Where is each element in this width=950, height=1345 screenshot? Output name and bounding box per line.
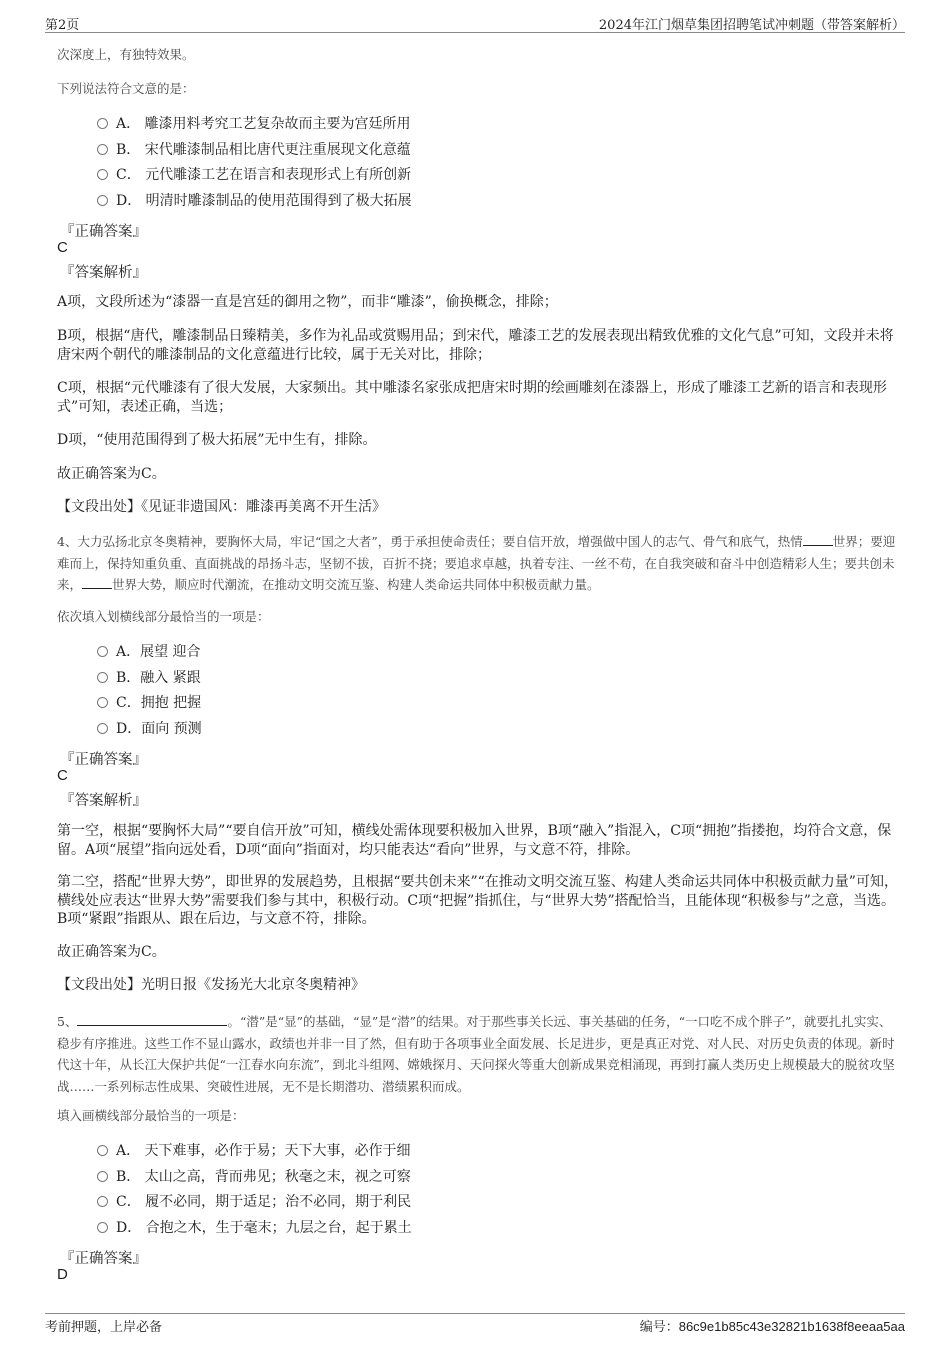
q3-analysis-d: D项，“使用范围得到了极大拓展”无中生有，排除。 [57, 432, 377, 448]
q3-stem-end: 次深度上，有独特效果。 [57, 47, 195, 62]
q3-analysis-a: A项，文段所述为“漆器一直是宫廷的御用之物”，而非“雕漆”，偷换概念，排除； [57, 294, 558, 310]
q3-option-b[interactable]: B． 宋代雕漆制品相比唐代更注重展现文化意蕴 [97, 139, 411, 161]
document-title: 2024年江门烟草集团招聘笔试冲刺题（带答案解析） [598, 18, 905, 33]
radio-icon[interactable] [97, 672, 108, 683]
q4-answer: C [57, 767, 68, 784]
q4-option-d[interactable]: D．面向 预测 [97, 718, 202, 740]
radio-icon[interactable] [97, 118, 108, 129]
q3-prompt: 下列说法符合文意的是： [57, 81, 195, 96]
q3-analysis-label: 『答案解析』 [60, 265, 147, 281]
radio-icon[interactable] [97, 646, 108, 657]
q4-option-c[interactable]: C．拥抱 把握 [97, 692, 201, 714]
q4-conclusion: 故正确答案为C。 [57, 944, 166, 960]
q4-stem: 4、大力弘扬北京冬奥精神，要胸怀大局，牢记“国之大者”，勇于承担使命责任；要自信开放，增强做中国人的志气、骨气和底气，热情 世界；要迎难而上，保持知重负重、直面挑战的昂扬斗志，坚韧不拔，百折不挠；要追求卓越，执着专注、一丝不苟，在自我突破和奋斗中创造精彩人生；要共创未来， 世界大势，顺应时代潮流，在推动文明交流互鉴、构建人类命运共同体中积极贡献力量。 [57, 534, 896, 592]
q4-prompt: 依次填入划横线部分最恰当的一项是： [57, 609, 270, 624]
q5-prompt: 填入画横线部分最恰当的一项是： [57, 1108, 245, 1123]
q3-source: 【文段出处】《见证非遗国风：雕漆再美离不开生活》 [57, 499, 386, 515]
radio-icon[interactable] [97, 144, 108, 155]
q4-source: 【文段出处】光明日报《发扬光大北京冬奥精神》 [57, 977, 365, 993]
q5-answer-label: 『正确答案』 [60, 1251, 147, 1267]
radio-icon[interactable] [97, 1171, 108, 1182]
radio-icon[interactable] [97, 697, 108, 708]
q5-option-c[interactable]: C． 履不必同，期于适足；治不必同，期于利民 [97, 1191, 411, 1213]
q5-option-b[interactable]: B． 太山之高，背而弗见；秋毫之末，视之可察 [97, 1166, 411, 1188]
page-number: 第2页 [45, 18, 80, 33]
radio-icon[interactable] [97, 169, 108, 180]
blank-line [82, 575, 112, 589]
q4-analysis-blank1: 第一空，根据“要胸怀大局”“要自信开放”可知，横线处需体现要积极加入世界，B项“融入”指混入，C项“拥抱”指搂抱，均符合文意，保留。A项“展望”指向远处看，D项“面向”指面对，均只能表达“看向”世界，与文意不符，排除。 [57, 823, 892, 858]
page-header [45, 14, 905, 33]
q4-analysis-blank2: 第二空，搭配“世界大势”，即世界的发展趋势，且根据“要共创未来”“在推动文明交流互鉴、构建人类命运共同体中积极贡献力量”可知，横线处应表达“世界大势”需要我们参与其中，积极行动。C项“把握”指抓住，与“世界大势”搭配恰当，且能体现“积极参与”之意，当选。B项“紧跟”指跟从、跟在后边，与文意不符，排除。 [57, 874, 898, 927]
q3-option-d[interactable]: D． 明清时雕漆制品的使用范围得到了极大拓展 [97, 190, 412, 212]
q3-analysis-c: C项，根据“元代雕漆有了很大发展，大家频出。其中雕漆名家张成把唐宋时期的绘画雕刻在漆器上，形成了雕漆工艺新的语言和表现形式”可知，表述正确，当选； [57, 380, 887, 415]
q5-option-d[interactable]: D． 合抱之木，生于毫末；九层之台，起于累土 [97, 1217, 412, 1239]
q5-stem: 5、 。“潜”是“显”的基础，“显”是“潜”的结果。对于那些事关长远、事关基础的任务，“一口吃不成个胖子”，就要扎扎实实、稳步有序推进。这些工作不显山露水，政绩也并非一目了然，但有助于各项事业全面发展、长足进步，更是真正对党、对人民、对历史负责的体现。新时代这十年，从长江大保护共促“一江春水向东流”，到北斗组网、嫦娥探月、天问探火等重大创新成果竞相涌现，再到打赢人类历史上规模最大的脱贫攻坚战……一系列标志性成果、突破性进展，无不是长期潜功、潜绩累积而成。 [57, 1014, 895, 1094]
page-footer [45, 1313, 905, 1335]
footer-slogan: 考前押题，上岸必备 [45, 1320, 163, 1335]
q3-option-a[interactable]: A． 雕漆用料考究工艺复杂故而主要为宫廷所用 [97, 113, 411, 135]
q3-answer-label: 『正确答案』 [60, 224, 147, 240]
q4-option-a[interactable]: A．展望 迎合 [97, 641, 201, 663]
q3-analysis-b: B项，根据“唐代，雕漆制品日臻精美，多作为礼品或赏赐用品；到宋代，雕漆工艺的发展表现出精致优雅的文化气息”可知，文段并未将唐宋两个朝代的雕漆制品的文化意蕴进行比较，属于无关对比，排除； [57, 328, 894, 363]
q4-analysis-label: 『答案解析』 [60, 793, 147, 809]
q3-option-c[interactable]: C． 元代雕漆工艺在语言和表现形式上有所创新 [97, 164, 411, 186]
blank-line [803, 532, 833, 546]
radio-icon[interactable] [97, 723, 108, 734]
radio-icon[interactable] [97, 195, 108, 206]
q4-option-b[interactable]: B．融入 紧跟 [97, 667, 201, 689]
radio-icon[interactable] [97, 1196, 108, 1207]
q5-answer: D [57, 1266, 68, 1283]
radio-icon[interactable] [97, 1145, 108, 1156]
radio-icon[interactable] [97, 1222, 108, 1233]
blank-line [77, 1012, 227, 1026]
q3-answer: C [57, 239, 68, 256]
q4-answer-label: 『正确答案』 [60, 752, 147, 768]
q5-option-a[interactable]: A． 天下难事，必作于易；天下大事，必作于细 [97, 1140, 411, 1162]
q3-conclusion: 故正确答案为C。 [57, 466, 166, 482]
document-code: 编号：86c9e1b85c43e32821b1638f8eeaa5aa [639, 1319, 905, 1335]
